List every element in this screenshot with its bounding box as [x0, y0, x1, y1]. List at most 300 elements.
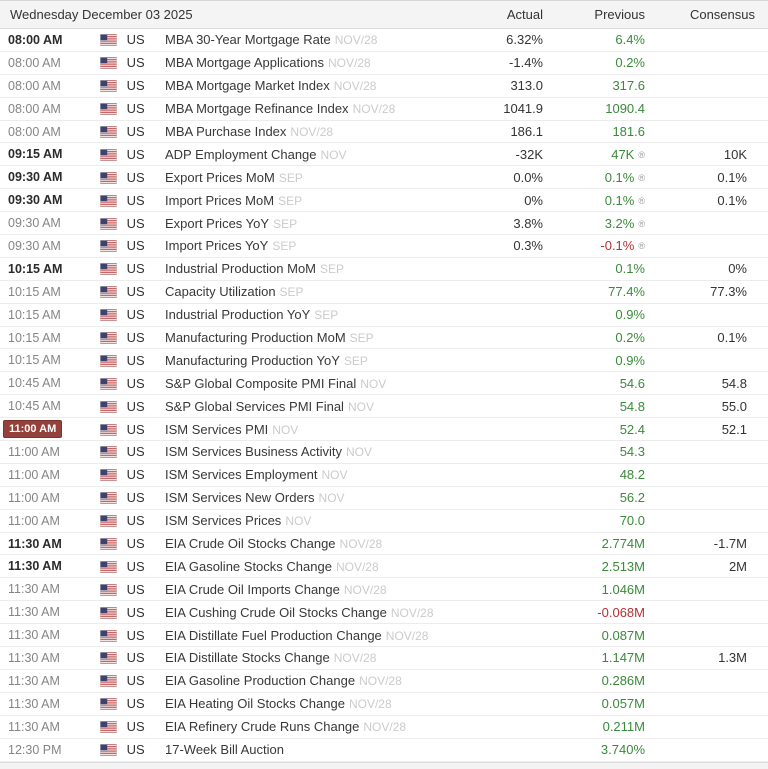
consensus-cell [657, 326, 768, 349]
event-name[interactable]: Import Prices YoY [165, 238, 269, 254]
consensus-value: 0.1% [717, 192, 747, 208]
calendar-row[interactable] [0, 235, 768, 258]
time-cell [0, 257, 95, 280]
actual-cell [455, 235, 545, 258]
country-cell [95, 326, 163, 349]
event-name[interactable]: S&P Global Services PMI Final [165, 398, 344, 414]
time-label: 08:00 AM [8, 101, 61, 116]
time-cell [0, 212, 95, 235]
event-name[interactable]: ISM Services PMI [165, 421, 269, 437]
consensus-cell [657, 624, 768, 647]
calendar-row[interactable] [0, 257, 768, 280]
previous-cell [545, 624, 657, 647]
country-label: US [126, 627, 145, 643]
event-period-label: SEP [273, 216, 298, 231]
previous-cell [545, 372, 657, 395]
country-cell [95, 97, 163, 120]
event-name[interactable]: MBA Purchase Index [165, 124, 287, 139]
country-cell [95, 509, 163, 532]
previous-value: 0.1% [604, 192, 635, 208]
consensus-cell [657, 120, 768, 143]
country-cell [95, 692, 163, 715]
actual-cell [455, 441, 545, 464]
consensus-cell [657, 486, 768, 509]
previous-value: 317.6 [612, 78, 645, 94]
previous-value: 0.087M [601, 627, 645, 643]
country-label: US [126, 421, 145, 437]
consensus-cell [657, 395, 768, 418]
time-cell [0, 418, 95, 441]
consensus-value: 10K [723, 146, 747, 162]
event-name[interactable]: S&P Global Composite PMI Final [165, 375, 357, 391]
event-name[interactable]: MBA 30-Year Mortgage Rate [165, 32, 331, 48]
country-label: US [126, 78, 145, 94]
previous-cell [545, 120, 657, 143]
time-cell [0, 647, 95, 670]
actual-value: 186.1 [510, 124, 543, 139]
event-cell [163, 349, 455, 372]
actual-value: 6.32% [506, 32, 543, 48]
country-cell [95, 738, 163, 761]
event-period-label: NOV/28 [334, 33, 378, 48]
date-heading: Wednesday December 03 2025 [0, 1, 455, 29]
calendar-row[interactable] [0, 97, 768, 120]
time-label: 10:45 AM [8, 376, 61, 391]
country-label: US [126, 513, 145, 529]
time-label: 08:00 AM [8, 32, 63, 47]
time-label: 10:15 AM [8, 353, 61, 368]
calendar-row[interactable] [0, 647, 768, 670]
us-flag-icon [100, 378, 117, 390]
event-name[interactable]: Export Prices YoY [165, 215, 270, 231]
calendar-header [0, 1, 768, 29]
previous-value: 77.4% [608, 284, 645, 300]
consensus-cell [657, 257, 768, 280]
actual-cell [455, 669, 545, 692]
event-name[interactable]: EIA Gasoline Production Change [165, 673, 356, 689]
us-flag-icon [100, 492, 117, 504]
calendar-row[interactable] [0, 578, 768, 601]
country-cell [95, 578, 163, 601]
country-cell [95, 441, 163, 464]
calendar-row[interactable] [0, 692, 768, 715]
us-flag-icon [100, 80, 117, 92]
event-period-label: NOV/28 [335, 559, 379, 574]
time-label: 11:00 AM [3, 420, 62, 438]
event-period-label: NOV/28 [352, 102, 396, 117]
calendar-row[interactable] [0, 51, 768, 74]
time-cell [0, 395, 95, 418]
previous-value: 3.2% [604, 215, 635, 231]
time-cell [0, 97, 95, 120]
actual-cell [455, 463, 545, 486]
actual-cell [455, 189, 545, 212]
actual-value: 0% [524, 192, 543, 208]
event-cell [163, 715, 455, 738]
calendar-row[interactable] [0, 166, 768, 189]
consensus-cell [657, 669, 768, 692]
country-label: US [126, 32, 145, 48]
event-period-label: NOV [321, 468, 348, 483]
event-name[interactable]: 17-Week Bill Auction [165, 742, 284, 758]
event-cell [163, 624, 455, 647]
event-name[interactable]: EIA Distillate Fuel Production Change [165, 627, 382, 643]
previous-value: 0.286M [601, 673, 645, 689]
consensus-cell [657, 692, 768, 715]
calendar-row[interactable] [0, 532, 768, 555]
calendar-row[interactable] [0, 143, 768, 166]
previous-value: 3.740% [600, 742, 645, 758]
event-name[interactable]: EIA Cushing Crude Oil Stocks Change [165, 604, 387, 620]
time-cell [0, 235, 95, 258]
time-cell [0, 624, 95, 647]
previous-cell [545, 532, 657, 555]
calendar-row[interactable] [0, 418, 768, 441]
actual-cell [455, 97, 545, 120]
previous-value: -0.1% [600, 238, 635, 254]
country-cell [95, 395, 163, 418]
consensus-cell [657, 29, 768, 52]
previous-cell [545, 738, 657, 761]
calendar-row[interactable] [0, 555, 768, 578]
time-cell [0, 372, 95, 395]
country-label: US [126, 192, 145, 208]
time-label: 08:00 AM [8, 124, 61, 139]
previous-cell [545, 29, 657, 52]
actual-value: 1041.9 [503, 101, 543, 117]
calendar-row[interactable] [0, 738, 768, 761]
country-cell [95, 212, 163, 235]
time-cell [0, 486, 95, 509]
event-period-label: SEP [278, 170, 303, 185]
actual-cell [455, 212, 545, 235]
event-period-label: NOV [272, 422, 299, 437]
time-cell [0, 74, 95, 97]
previous-cell [545, 486, 657, 509]
actual-cell [455, 532, 545, 555]
event-cell [163, 74, 455, 97]
event-cell [163, 212, 455, 235]
us-flag-icon [100, 332, 117, 344]
event-cell [163, 647, 455, 670]
time-label: 12:30 PM [8, 742, 62, 757]
consensus-cell [657, 97, 768, 120]
consensus-value: 0% [728, 261, 747, 277]
previous-cell [545, 647, 657, 670]
time-cell [0, 715, 95, 738]
event-cell [163, 235, 455, 258]
event-name[interactable]: EIA Crude Oil Stocks Change [165, 536, 336, 552]
previous-value: -0.068M [597, 604, 645, 620]
event-name[interactable]: Industrial Production YoY [165, 307, 311, 323]
previous-value: 0.211M [602, 719, 645, 735]
event-cell [163, 143, 455, 166]
time-label: 11:30 AM [8, 628, 60, 643]
actual-cell [455, 601, 545, 624]
country-label: US [126, 146, 145, 162]
event-cell [163, 29, 455, 52]
consensus-cell [657, 303, 768, 326]
revised-icon: ® [638, 241, 645, 252]
country-cell [95, 166, 163, 189]
calendar-row[interactable] [0, 120, 768, 143]
calendar-row[interactable] [0, 395, 768, 418]
event-name[interactable]: Manufacturing Production MoM [165, 330, 346, 346]
consensus-value: 77.3% [710, 284, 747, 300]
event-period-label: SEP [343, 353, 368, 368]
us-flag-icon [100, 446, 117, 458]
event-period-label: SEP [279, 285, 304, 300]
previous-cell [545, 578, 657, 601]
consensus-cell [657, 532, 768, 555]
event-name[interactable]: Capacity Utilization [165, 284, 276, 300]
time-label: 11:30 AM [8, 536, 62, 551]
country-label: US [126, 238, 145, 254]
event-name[interactable]: ISM Services Business Activity [165, 444, 342, 460]
time-cell [0, 738, 95, 761]
country-cell [95, 372, 163, 395]
consensus-cell [657, 212, 768, 235]
time-label: 10:45 AM [8, 399, 61, 414]
us-flag-icon [100, 149, 117, 161]
country-cell [95, 349, 163, 372]
calendar-row[interactable] [0, 212, 768, 235]
us-flag-icon [100, 652, 117, 664]
event-period-label: NOV/28 [390, 605, 434, 620]
previous-value: 48.2 [619, 467, 645, 483]
country-label: US [126, 101, 145, 117]
us-flag-icon [100, 286, 117, 298]
event-name[interactable]: EIA Crude Oil Imports Change [165, 581, 340, 597]
time-cell [0, 669, 95, 692]
us-flag-icon [100, 126, 117, 138]
actual-cell [455, 578, 545, 601]
previous-value: 1.046M [601, 581, 645, 597]
event-period-label: SEP [272, 239, 297, 254]
calendar-row[interactable] [0, 326, 768, 349]
time-cell [0, 509, 95, 532]
event-name[interactable]: Industrial Production MoM [165, 261, 317, 277]
country-cell [95, 51, 163, 74]
time-label: 11:00 AM [8, 490, 60, 505]
country-cell [95, 715, 163, 738]
time-label: 09:15 AM [8, 147, 63, 162]
event-name[interactable]: MBA Mortgage Market Index [165, 78, 330, 94]
time-label: 09:30 AM [8, 216, 61, 231]
us-flag-icon [100, 515, 117, 527]
consensus-cell [657, 715, 768, 738]
actual-value: 313.0 [510, 78, 543, 94]
revised-icon: ® [638, 172, 645, 183]
column-header-previous: Previous [545, 1, 657, 29]
event-cell [163, 326, 455, 349]
column-header-consensus: Consensus [657, 1, 768, 29]
country-cell [95, 74, 163, 97]
consensus-cell [657, 418, 768, 441]
time-label: 11:00 AM [8, 444, 60, 459]
actual-cell [455, 120, 545, 143]
actual-cell [455, 349, 545, 372]
event-name[interactable]: ADP Employment Change [165, 146, 317, 162]
time-cell [0, 166, 95, 189]
time-label: 10:15 AM [8, 261, 63, 276]
actual-cell [455, 509, 545, 532]
event-cell [163, 189, 455, 212]
event-name[interactable]: Export Prices MoM [165, 169, 275, 185]
country-cell [95, 486, 163, 509]
calendar-row[interactable] [0, 441, 768, 464]
previous-cell [545, 441, 657, 464]
calendar-row[interactable] [0, 280, 768, 303]
calendar-row[interactable] [0, 189, 768, 212]
event-name[interactable]: EIA Heating Oil Stocks Change [165, 696, 345, 712]
event-cell [163, 280, 455, 303]
time-label: 11:30 AM [8, 650, 60, 665]
event-name[interactable]: MBA Mortgage Refinance Index [165, 101, 349, 117]
consensus-cell [657, 280, 768, 303]
event-name[interactable]: ISM Services Prices [165, 513, 282, 529]
event-cell [163, 669, 455, 692]
previous-cell [545, 51, 657, 74]
event-cell [163, 578, 455, 601]
actual-value: 0.3% [513, 238, 543, 254]
previous-cell [545, 280, 657, 303]
country-cell [95, 257, 163, 280]
previous-value: 2.774M [601, 536, 645, 552]
calendar-row[interactable] [0, 669, 768, 692]
event-cell [163, 555, 455, 578]
previous-value: 54.3 [619, 444, 645, 460]
country-label: US [126, 169, 145, 185]
event-name[interactable]: EIA Refinery Crude Runs Change [165, 719, 360, 735]
calendar-row[interactable] [0, 372, 768, 395]
us-flag-icon [100, 57, 117, 69]
us-flag-icon [100, 584, 117, 596]
actual-cell [455, 647, 545, 670]
calendar-row[interactable] [0, 486, 768, 509]
actual-cell [455, 166, 545, 189]
us-flag-icon [100, 263, 117, 275]
previous-cell [545, 601, 657, 624]
consensus-cell [657, 647, 768, 670]
time-cell [0, 578, 95, 601]
event-period-label: NOV [318, 491, 345, 506]
previous-cell [545, 257, 657, 280]
event-name[interactable]: EIA Gasoline Stocks Change [165, 558, 332, 574]
previous-value: 0.057M [601, 696, 645, 712]
time-cell [0, 189, 95, 212]
previous-value: 47K [611, 146, 635, 162]
us-flag-icon [100, 630, 117, 642]
time-label: 09:30 AM [8, 170, 63, 185]
country-label: US [126, 261, 145, 277]
event-period-label: NOV [360, 376, 387, 391]
time-label: 10:15 AM [8, 284, 61, 299]
previous-value: 181.6 [612, 124, 645, 139]
actual-cell [455, 29, 545, 52]
event-cell [163, 395, 455, 418]
event-period-label: NOV/28 [363, 720, 407, 735]
event-cell [163, 692, 455, 715]
consensus-cell [657, 601, 768, 624]
actual-cell [455, 143, 545, 166]
calendar-row[interactable] [0, 29, 768, 52]
us-flag-icon [100, 424, 117, 436]
us-flag-icon [100, 538, 117, 550]
event-period-label: NOV/28 [385, 628, 429, 643]
us-flag-icon [100, 172, 117, 184]
country-label: US [126, 650, 145, 666]
actual-value: 3.8% [513, 215, 543, 231]
event-name[interactable]: ISM Services Employment [165, 467, 318, 483]
column-header-actual: Actual [455, 1, 545, 29]
consensus-cell [657, 51, 768, 74]
previous-value: 6.4% [615, 32, 645, 48]
consensus-cell [657, 143, 768, 166]
previous-value: 0.2% [615, 55, 645, 71]
actual-cell [455, 555, 545, 578]
event-name[interactable]: ISM Services New Orders [165, 490, 315, 506]
country-cell [95, 601, 163, 624]
event-name[interactable]: MBA Mortgage Applications [165, 55, 324, 71]
calendar-row[interactable] [0, 463, 768, 486]
time-label: 09:30 AM [8, 193, 63, 208]
calendar-row[interactable] [0, 349, 768, 372]
calendar-row[interactable] [0, 601, 768, 624]
time-label: 11:30 AM [8, 582, 60, 597]
country-label: US [126, 467, 145, 483]
country-label: US [126, 581, 145, 597]
country-label: US [126, 673, 145, 689]
event-name[interactable]: Import Prices MoM [165, 192, 275, 208]
event-name[interactable]: EIA Distillate Stocks Change [165, 650, 330, 666]
country-label: US [126, 284, 145, 300]
time-cell [0, 601, 95, 624]
event-name[interactable]: Manufacturing Production YoY [165, 352, 340, 368]
country-cell [95, 463, 163, 486]
us-flag-icon [100, 195, 117, 207]
event-cell [163, 257, 455, 280]
previous-cell [545, 395, 657, 418]
calendar-body [0, 29, 768, 762]
consensus-cell [657, 166, 768, 189]
calendar-row[interactable] [0, 74, 768, 97]
actual-cell [455, 74, 545, 97]
us-flag-icon [100, 698, 117, 710]
event-cell [163, 51, 455, 74]
consensus-cell [657, 189, 768, 212]
previous-cell [545, 74, 657, 97]
previous-value: 54.6 [619, 375, 645, 391]
time-cell [0, 303, 95, 326]
country-cell [95, 669, 163, 692]
previous-value: 1090.4 [605, 101, 645, 117]
calendar-row[interactable] [0, 509, 768, 532]
consensus-value: 54.8 [721, 375, 747, 391]
calendar-row[interactable] [0, 303, 768, 326]
calendar-row[interactable] [0, 715, 768, 738]
event-period-label: NOV [347, 399, 374, 414]
country-cell [95, 532, 163, 555]
event-period-label: NOV/28 [290, 125, 334, 139]
time-cell [0, 51, 95, 74]
actual-cell [455, 738, 545, 761]
country-label: US [126, 55, 145, 71]
event-cell [163, 372, 455, 395]
calendar-row[interactable] [0, 624, 768, 647]
actual-cell [455, 486, 545, 509]
previous-value: 0.1% [604, 169, 635, 185]
